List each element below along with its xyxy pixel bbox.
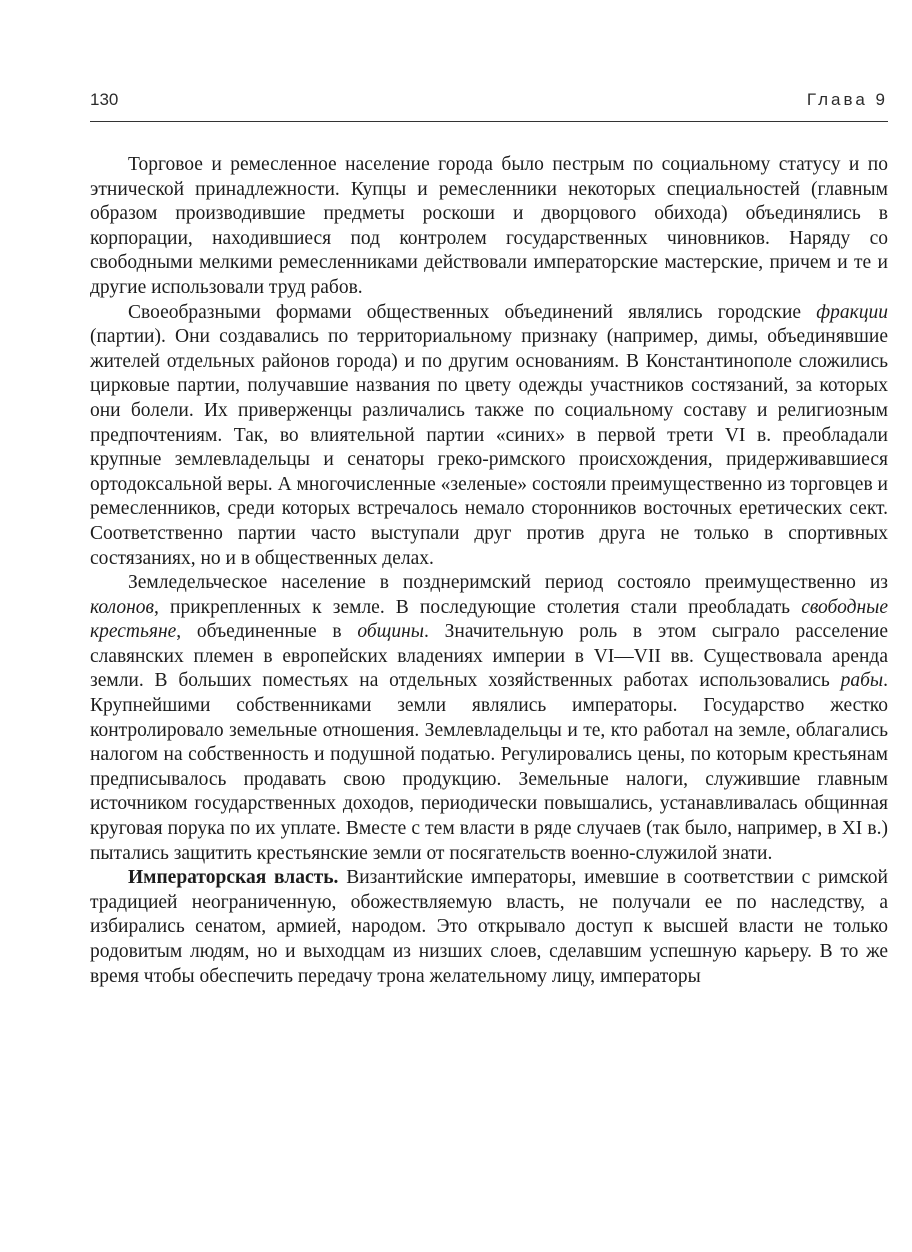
page-number: 130 [90, 90, 119, 109]
italic-term: колонов [90, 596, 155, 618]
paragraph-factions [90, 301, 888, 572]
text-run: , объединенные в [176, 621, 358, 643]
text-run: (партии). Они создавались по территориальному признаку (например, димы, объединявшие жителей отдельных районов города) и по другим основаниям. В Константинополе сложились цирковые партии, получавшие названия по цвету одежды участников состязаний, за которых они болели. Их приверженцы различались также по социальному составу и религиозным предпочтениям. Так, во влиятельной партии «синих» в первой трети VI в. преобладали крупные землевладельцы и сенаторы греко-римского происхождения, придерживавшиеся ортодоксальной веры. А многочисленные «зеленые» состояли преимущественно из торговцев и ремесленников, среди которых встречалось немало сторонников восточных еретических сект. Соответственно партии часто выступали друг против друга не только в спортивных состязаниях, но и в общественных делах. [90, 326, 888, 569]
italic-term: общины [357, 621, 425, 643]
header-rule [90, 121, 888, 122]
text-run: Византийские императоры, имевшие в соответствии с римской традицией неограниченную, обожествляемую власть, не получали ее по наследству, а избирались сенатом, армией, народом. Это открывало доступ к высшей власти не только родовитым людям, но и выходцам из низших слоев, сделавшим успешную карьеру. В то же время чтобы обеспечить передачу трона желательному лицу, императоры [90, 867, 888, 987]
italic-term: фракции [816, 301, 888, 323]
text-run: . Крупнейшими собственниками земли являлись императоры. Государство жестко контролировало земельные отношения. Землевладельцы и те, кто работал на земле, облагались налогом на собственность и подушной податью. Регулировались цены, по которым крестьянам предписывалось продавать свою продукцию. Земельные налоги, служившие главным источником государственных доходов, периодически повышались, устанавливалась общинная круговая порука по их уплате. Вместе с тем власти в ряде случаев (так было, например, в XI в.) пытались защитить крестьянские земли от посягательств военно-служилой знати. [90, 670, 888, 864]
chapter-title: Глава 9 [806, 90, 888, 109]
body-text [90, 153, 888, 989]
text-run: , прикрепленных к земле. В последующие столетия стали преобладать [154, 596, 802, 618]
italic-term: свободные крестьяне [90, 596, 888, 643]
text-run: Своеобразными формами общественных объединений являлись городские [128, 301, 817, 323]
text-run: . Значительную роль в этом сыграло расселение славянских племен в европейских владениях империи в VI—VII вв. Существовала аренда земли. В больших поместьях на отдельных хозяйственных работах использовались [90, 621, 889, 692]
text-run: Земледельческое население в позднеримский период состояло преимущественно из [128, 572, 888, 594]
section-heading: Императорская власть. [128, 867, 339, 889]
running-header [90, 90, 888, 120]
italic-term: рабы [840, 670, 884, 692]
paragraph-agricultural-population [90, 571, 888, 866]
text-run: Торговое и ремесленное население города было пестрым по социальному статусу и по этнической принадлежности. Купцы и ремесленники некоторых специальностей (главным образом производившие предметы роскоши и дворцового обихода) объединялись в корпорации, находившиеся под контролем государственных чиновников. Наряду со свободными мелкими ремесленниками действовали императорские мастерские, причем и те и другие использовали труд рабов. [90, 154, 888, 298]
paragraph-imperial-power [90, 866, 888, 989]
paragraph-urban-population [90, 153, 888, 301]
